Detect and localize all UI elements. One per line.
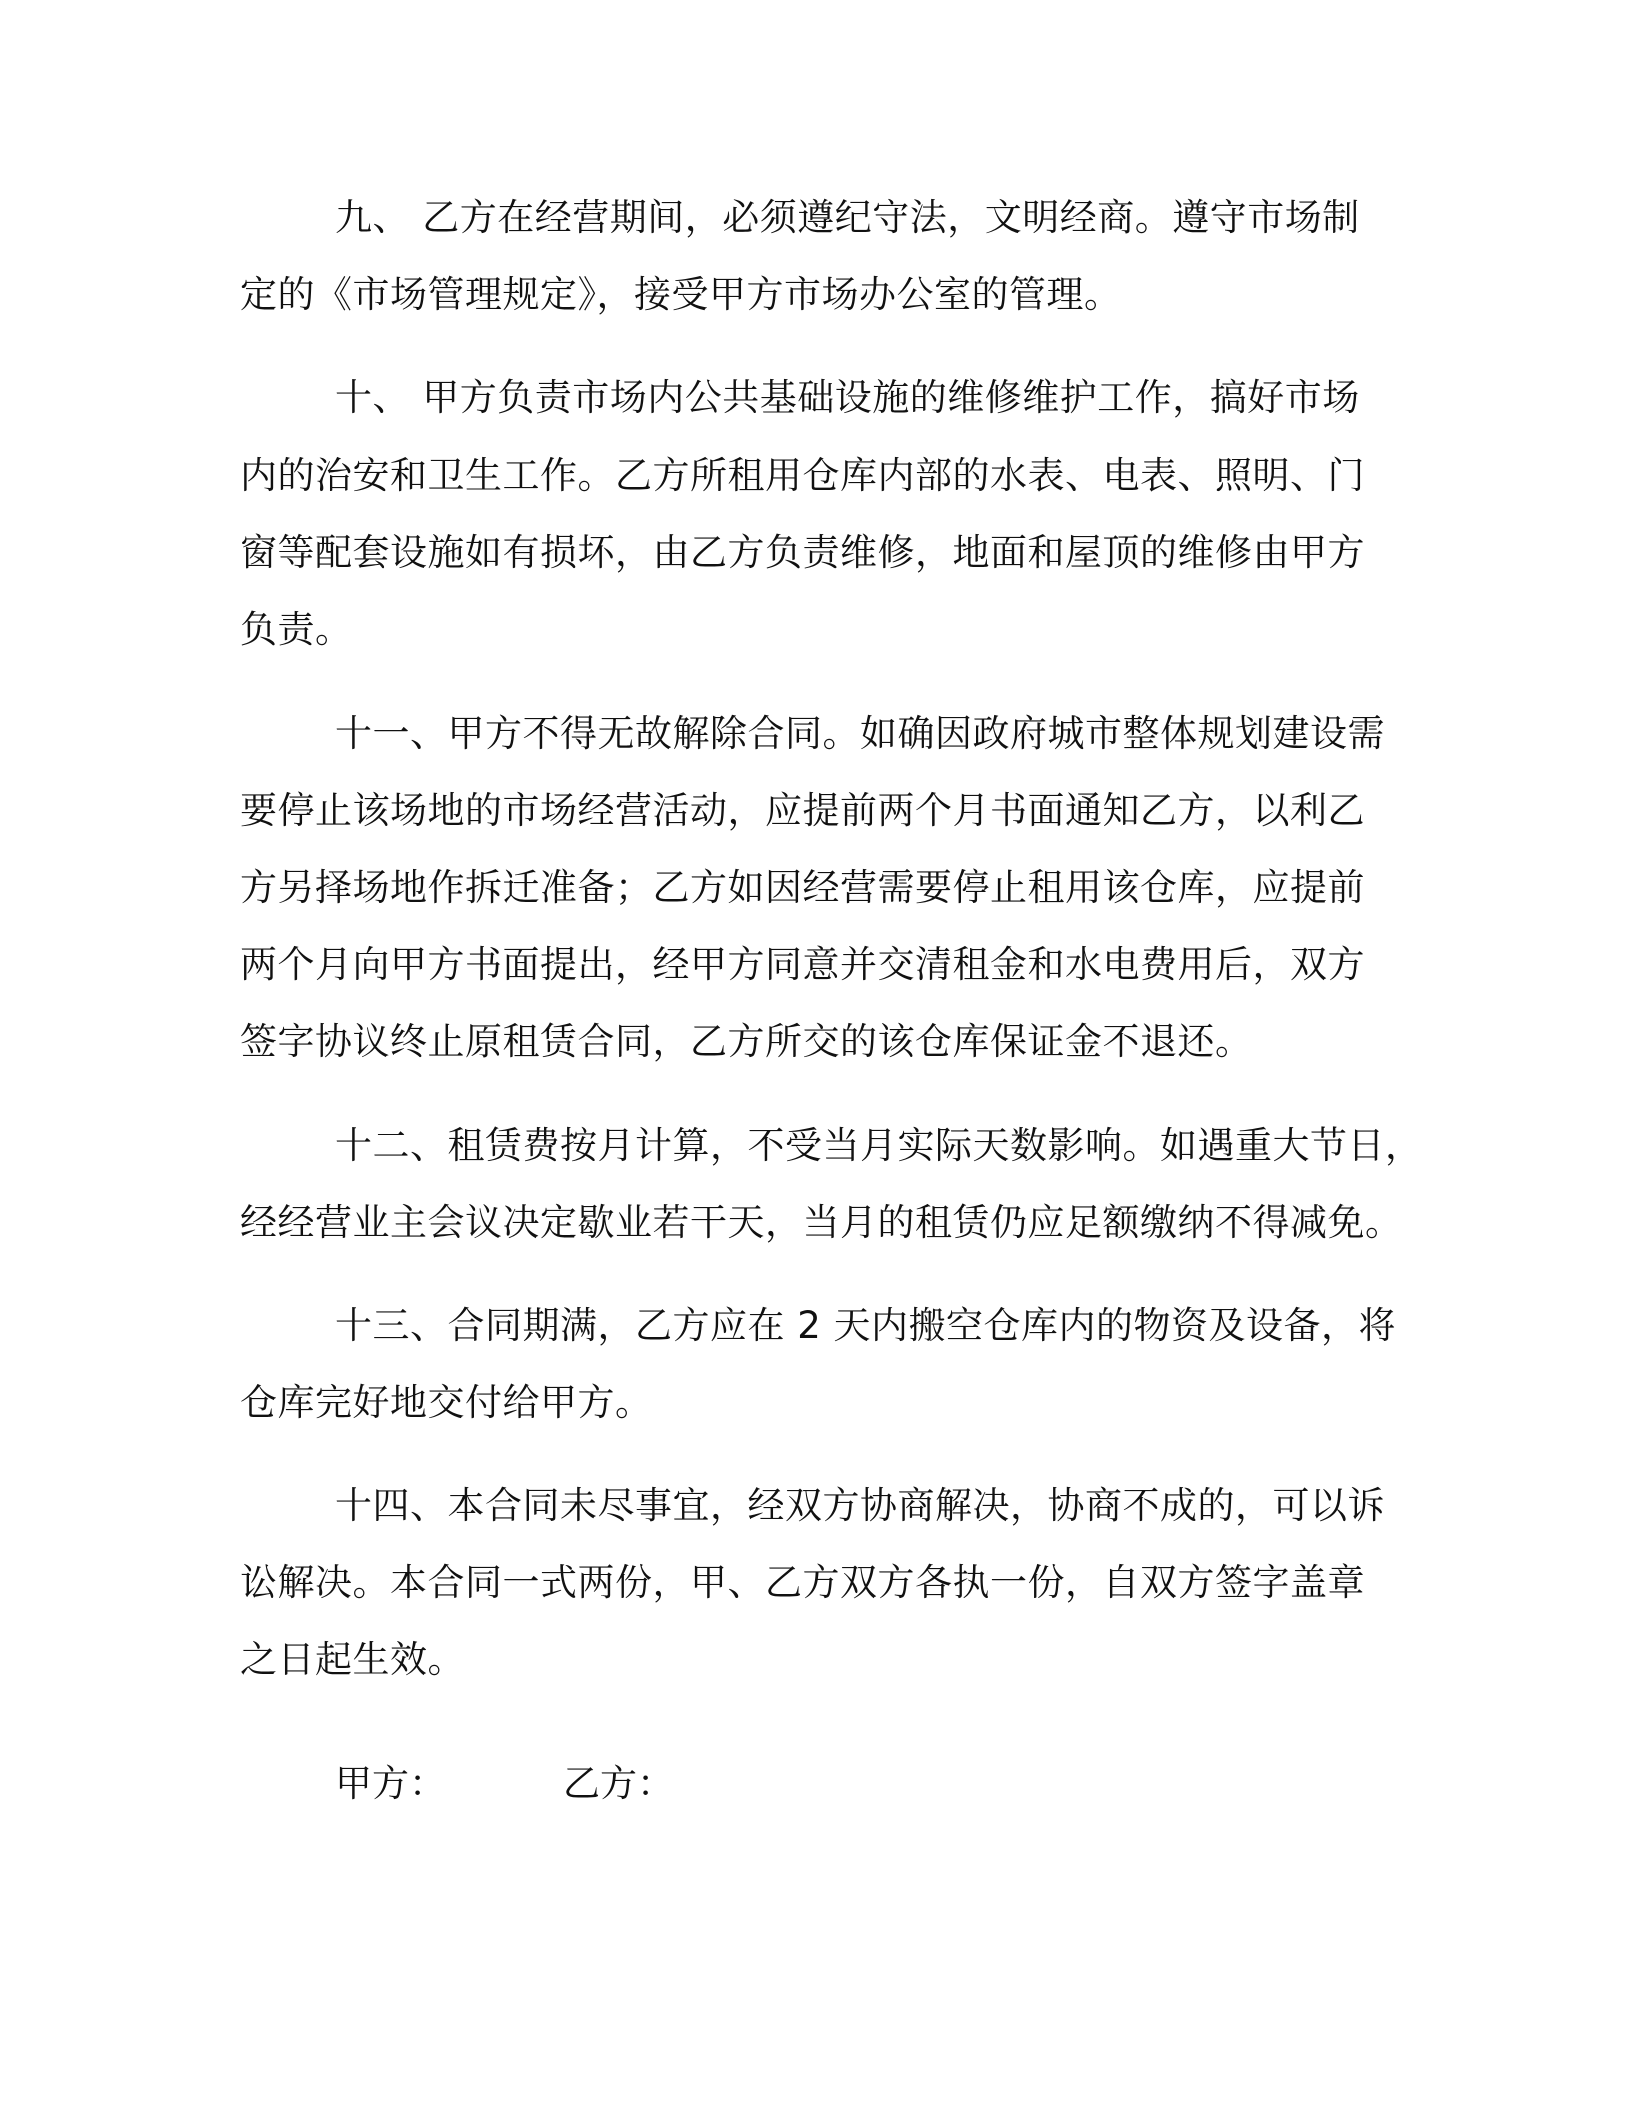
clause-11-line-5: 签字协议终止原租赁合同，乙方所交的该仓库保证金不退还。 [240, 1020, 1253, 1063]
clause-10-line-3: 窗等配套设施如有损坏，由乙方负责维修，地面和屋顶的维修由甲方 [240, 531, 1365, 574]
clause-12-line-2: 经经营业主会议决定歇业若干天，当月的租赁仍应足额缴纳不得减免。 [240, 1201, 1403, 1244]
clause-11-line-1: 十一、甲方不得无故解除合同。如确因政府城市整体规划建设需 [335, 712, 1385, 755]
clause-11-line-2: 要停止该场地的市场经营活动，应提前两个月书面通知乙方，以利乙 [240, 789, 1365, 832]
clause-14-line-3: 之日起生效。 [240, 1638, 465, 1681]
party-a-signature-label: 甲方： [335, 1762, 446, 1805]
clause-13-line-2: 仓库完好地交付给甲方。 [240, 1381, 653, 1424]
clause-14-line-1: 十四、本合同未尽事宜，经双方协商解决，协商不成的，可以诉 [335, 1484, 1385, 1527]
clause-12-line-1: 十二、租赁费按月计算，不受当月实际天数影响。如遇重大节日， [335, 1124, 1423, 1167]
clause-13-line-1: 十三、合同期满，乙方应在 2 天内搬空仓库内的物资及设备，将 [335, 1304, 1397, 1347]
party-b-signature-label: 乙方： [563, 1762, 674, 1805]
clause-11-line-3: 方另择场地作拆迁准备；乙方如因经营需要停止租用该仓库，应提前 [240, 866, 1365, 909]
clause-10-line-2: 内的治安和卫生工作。乙方所租用仓库内部的水表、电表、照明、门 [240, 454, 1365, 497]
clause-11-line-4: 两个月向甲方书面提出，经甲方同意并交清租金和水电费用后，双方 [240, 943, 1365, 986]
clause-9-line-1: 九、 乙方在经营期间，必须遵纪守法，文明经商。遵守市场制 [335, 196, 1360, 239]
clause-9-line-2: 定的《市场管理规定》，接受甲方市场办公室的管理。 [240, 273, 1122, 316]
clause-14-line-2: 讼解决。本合同一式两份，甲、乙方双方各执一份，自双方签字盖章 [240, 1561, 1365, 1604]
clause-10-line-1: 十、 甲方负责市场内公共基础设施的维修维护工作，搞好市场 [335, 376, 1360, 419]
clause-10-line-4: 负责。 [240, 608, 353, 651]
